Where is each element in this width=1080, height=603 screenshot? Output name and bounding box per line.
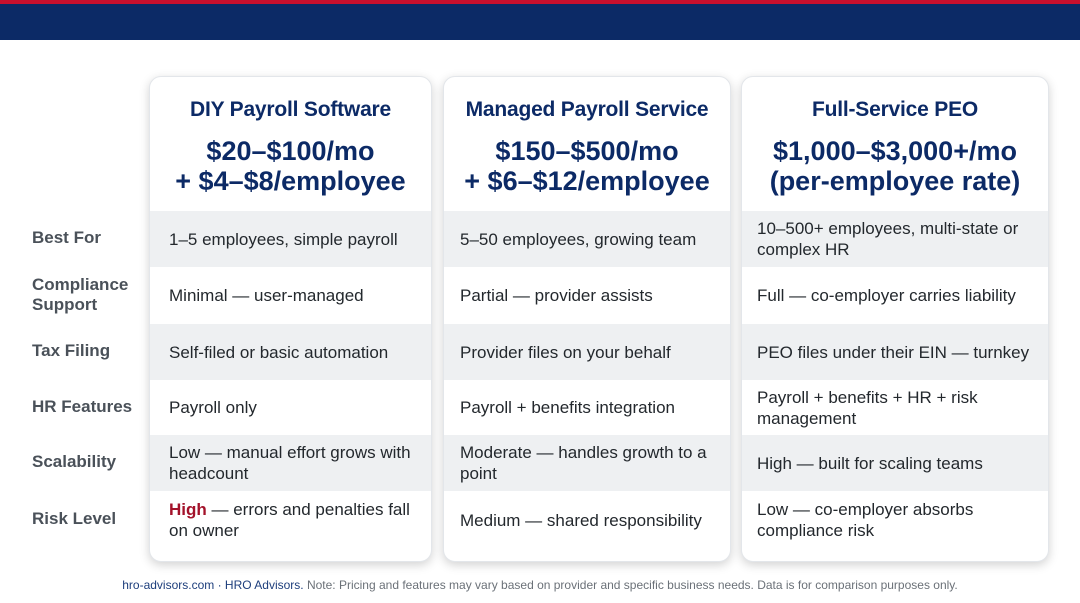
cell-tax-filing: PEO files under their EIN — turnkey: [742, 324, 1048, 380]
risk-level-text: [169, 499, 415, 541]
cell-compliance-support: Minimal — user-managed: [169, 286, 364, 305]
cell-risk-level: Medium — shared responsibility: [460, 510, 702, 530]
cell-tax-filing: Provider files on your behalf: [444, 324, 730, 380]
cell-scalability: Moderate — handles growth to a point: [444, 435, 730, 491]
plan-card-header: [444, 77, 730, 211]
plan-card-header: [742, 77, 1048, 211]
row-label-tax-filing: Tax Filing: [32, 341, 111, 360]
row-label-hr-features: HR Features: [32, 396, 133, 416]
plan-card-peo: [741, 76, 1049, 562]
row-label-scalability: Scalability: [32, 452, 117, 471]
cell-hr-features: Payroll + benefits integration: [460, 398, 675, 417]
plan-card-diy: [149, 76, 432, 562]
row-label-best-for: Best For: [32, 228, 101, 247]
risk-emphasis: High: [169, 500, 207, 519]
risk-detail: — errors and penalties fall on owner: [169, 500, 410, 540]
cell-best-for: 1–5 employees, simple payroll: [150, 211, 431, 267]
cell-compliance-support: Partial — provider assists: [460, 286, 653, 305]
plan-card-header: [150, 77, 431, 211]
header-bar: [0, 4, 1080, 40]
cell-hr-features: Payroll only: [169, 398, 257, 417]
plan-price-per-employee: + $6–$12/employee: [464, 166, 710, 196]
footer-disclaimer: Note: Pricing and features may vary based on provider and specific business needs. Data is for comparison purposes only.: [303, 578, 958, 592]
plan-price-per-employee: + $4–$8/employee: [175, 166, 406, 196]
plan-name: Managed Payroll Service: [465, 98, 709, 121]
row-label-compliance-support: Compliance Support: [32, 274, 129, 314]
plan-price: [742, 136, 1048, 196]
cell-tax-filing: Self-filed or basic automation: [150, 324, 431, 380]
footer-note: [0, 578, 1080, 592]
cell-hr-features: Payroll + benefits + HR + risk management: [757, 387, 978, 428]
cell-scalability: Low — manual effort grows with headcount: [150, 435, 431, 491]
plan-name: Full-Service PEO: [811, 98, 979, 121]
cell-best-for: 10–500+ employees, multi-state or complex HR: [742, 211, 1048, 267]
footer-brand: hro-advisors.com · HRO Advisors.: [122, 578, 304, 592]
cell-risk-level: [150, 491, 431, 549]
plan-price-base: $150–$500/mo: [495, 136, 679, 166]
plan-price-base: $20–$100/mo: [206, 136, 375, 166]
plan-name: DIY Payroll Software: [189, 98, 392, 121]
cell-compliance-support: Full — co-employer carries liability: [757, 286, 1016, 305]
cell-scalability: High — built for scaling teams: [742, 435, 1048, 491]
cell-best-for: 5–50 employees, growing team: [444, 211, 730, 267]
plan-price: [150, 136, 431, 196]
plan-price-per-employee: (per-employee rate): [769, 166, 1021, 196]
plan-price: [444, 136, 730, 196]
cell-risk-level: Low — co-employer absorbs compliance risk: [757, 500, 974, 540]
plan-price-base: $1,000–$3,000+/mo: [773, 136, 1017, 166]
plan-card-managed: [443, 76, 731, 562]
row-label-risk-level: Risk Level: [32, 509, 117, 528]
